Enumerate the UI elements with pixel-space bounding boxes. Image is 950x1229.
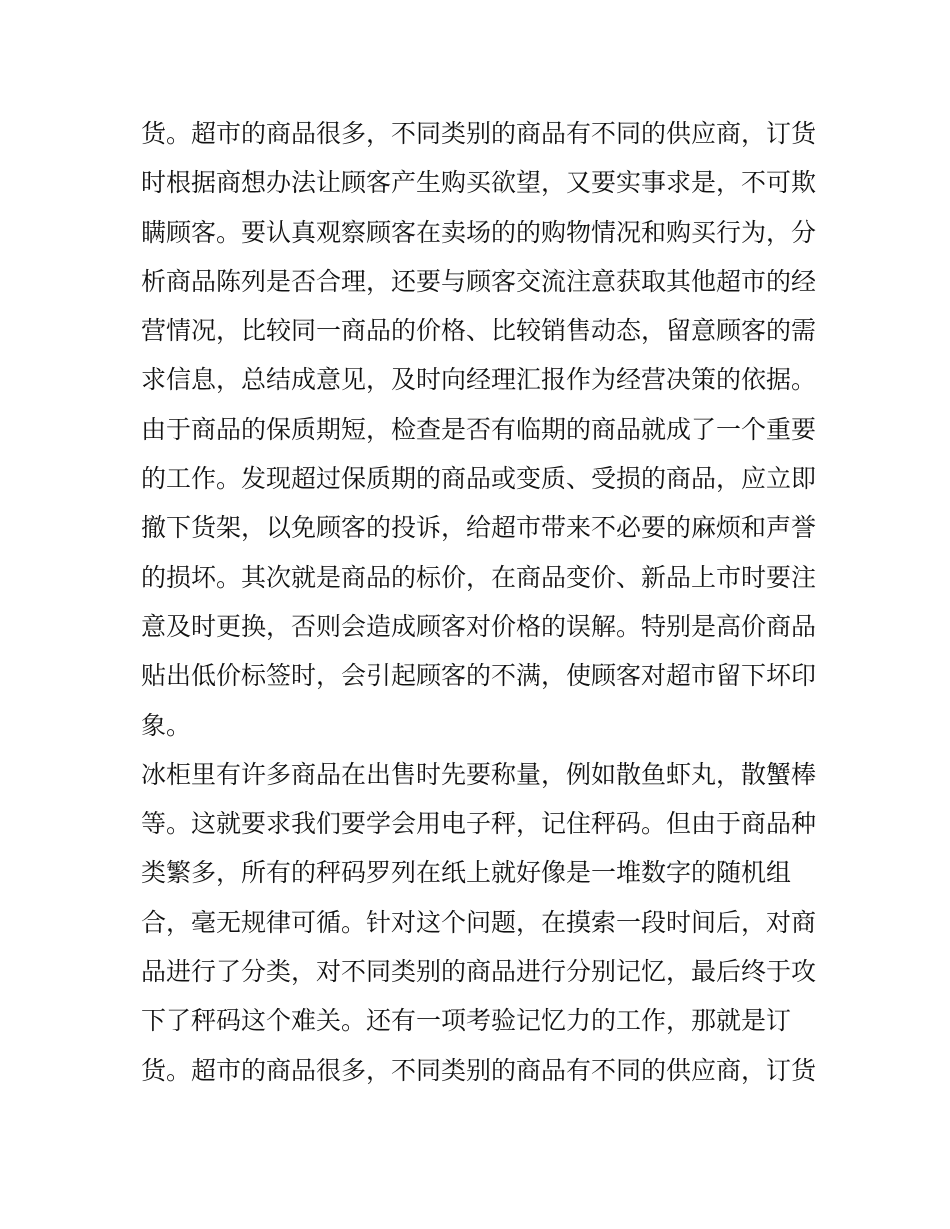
text-line: 撤下货架，以免顾客的投诉，给超市带来不必要的麻烦和声誉: [141, 513, 817, 543]
text-line: 合，毫无规律可循。针对这个问题，在摸索一段时间后，对商: [141, 907, 817, 937]
text-line: 类繁多，所有的秤码罗列在纸上就好像是一堆数字的随机组: [141, 858, 792, 888]
text-line: 象。: [141, 710, 192, 740]
text-line: 意及时更换，否则会造成顾客对价格的误解。特别是高价商品: [141, 611, 817, 641]
text-line: 货。超市的商品很多，不同类别的商品有不同的供应商，订货: [141, 1055, 817, 1085]
text-line: 时根据商想办法让顾客产生购买欲望，又要实事求是，不可欺: [141, 168, 817, 198]
text-line: 贴出低价标签时，会引起顾客的不满，使顾客对超市留下坏印: [141, 661, 817, 691]
text-line: 货。超市的商品很多，不同类别的商品有不同的供应商，订货: [141, 119, 817, 148]
text-line: 瞒顾客。要认真观察顾客在卖场的的购物情况和购买行为，分: [141, 217, 817, 247]
text-line: 品进行了分类，对不同类别的商品进行分别记忆，最后终于攻: [141, 957, 817, 987]
document-body: [141, 109, 821, 1095]
text-line: 析商品陈列是否合理，还要与顾客交流注意获取其他超市的经: [141, 266, 817, 296]
text-line: 营情况，比较同一商品的价格、比较销售动态，留意顾客的需: [141, 316, 817, 346]
text-line: 由于商品的保质期短，检查是否有临期的商品就成了一个重要: [141, 414, 817, 444]
text-line: 下了秤码这个难关。还有一项考验记忆力的工作，那就是订: [141, 1006, 792, 1036]
text-line: 的损坏。其次就是商品的标价，在商品变价、新品上市时要注: [141, 562, 817, 592]
text-line: 冰柜里有许多商品在出售时先要称量，例如散鱼虾丸，散蟹棒: [141, 759, 817, 789]
text-line: 的工作。发现超过保质期的商品或变质、受损的商品，应立即: [141, 464, 817, 494]
text-line: 求信息，总结成意见，及时向经理汇报作为经营决策的依据。: [141, 365, 817, 395]
text-line: 等。这就要求我们要学会用电子秤，记住秤码。但由于商品种: [141, 809, 817, 839]
